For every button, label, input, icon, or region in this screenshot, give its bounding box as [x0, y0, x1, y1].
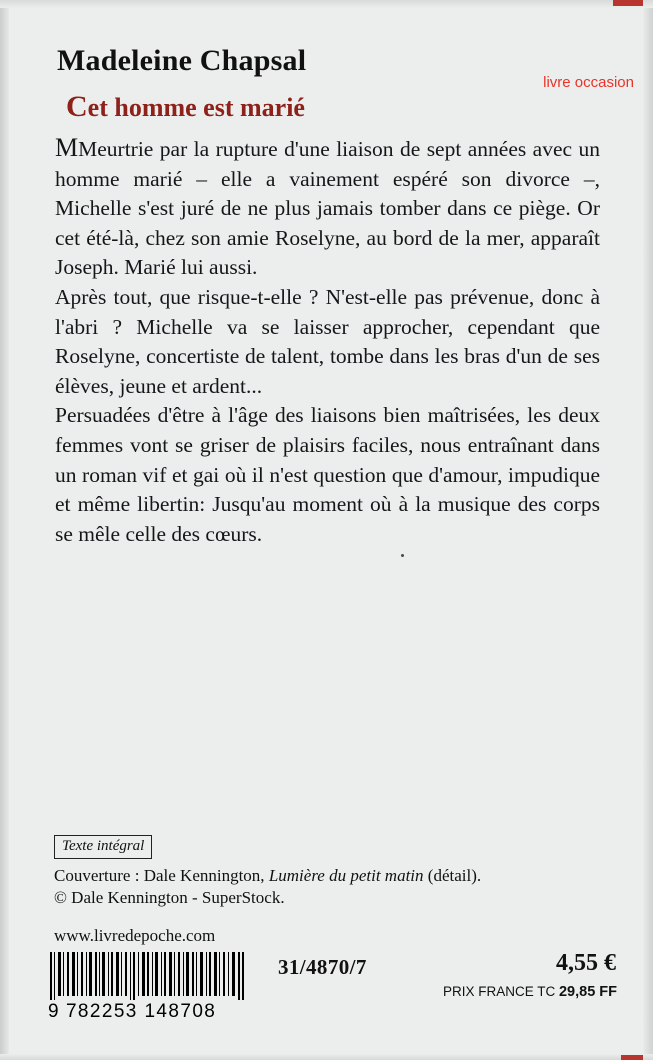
publisher-website: www.livredepoche.com [54, 926, 216, 945]
barcode-main-digits: 782253 148708 [65, 1001, 217, 1022]
spine-color-strip-bottom [621, 1055, 643, 1060]
author-name: Madeleine Chapsal [57, 44, 307, 77]
credits-line-2: © Dale Kennington - SuperStock. [54, 888, 285, 907]
cover-credits [54, 865, 574, 909]
watermark-label: livre occasion [543, 74, 634, 91]
blurb-paragraph-1-text: Meurtrie par la rupture d'une liaison de sept années avec un homme marié – elle a vainement espéré son divorce –, Michelle s'est juré de ne plus jamais tomber dans ce piège. Or cet été-là, chez son amie Roselyne, au bord de la mer, apparaît Joseph. Marié lui aussi. [55, 137, 600, 280]
price-note-value: 29,85 FF [558, 984, 617, 1000]
barcode-image [48, 952, 246, 1000]
page-speck [401, 554, 404, 557]
barcode-lead-digit: 9 [48, 1001, 60, 1022]
barcode [48, 952, 246, 1023]
credits-artwork-title: Lumière du petit matin [268, 866, 424, 885]
credits-line-1 [54, 865, 574, 887]
price-note-label: PRIX FRANCE TC [442, 984, 556, 999]
page-edge-left [0, 0, 9, 1060]
blurb-initial: M [55, 133, 79, 162]
price-value: 4,55 € [556, 950, 616, 976]
title-initial: C [66, 90, 88, 123]
blurb-paragraph-3: Persuadées d'être à l'âge des liaisons bien maîtrisées, les deux femmes vont se griser de plaisirs faciles, nous entraînant dans un roman vif et gai où il n'est question que d'amour, impudique et même libertin: Jusqu'au moment où à la musique des corps se mêle celle des cœurs. [55, 403, 600, 546]
page-edge-right [643, 0, 653, 1060]
barcode-number [48, 1001, 246, 1023]
blurb-text [55, 133, 600, 549]
catalog-reference: 31/4870/7 [278, 955, 367, 979]
blurb-paragraph-1 [55, 133, 600, 283]
title-rest: et homme est marié [87, 93, 305, 122]
spine-color-strip-top [613, 0, 643, 6]
credits-prefix: Couverture : Dale Kennington, [54, 866, 269, 885]
status-badge: Texte intégral [54, 835, 152, 859]
page-edge-bottom [0, 1054, 653, 1060]
credits-suffix: (détail). [423, 866, 482, 885]
blurb-paragraph-2: Après tout, que risque-t-elle ? N'est-elle pas prévenue, donc à l'abri ? Michelle va se laisser approcher, cependant que Roselyne, concertiste de talent, tombe dans les bras d'un de ses élèves, jeune et ardent... [55, 284, 600, 398]
book-title [66, 90, 305, 124]
page-edge-top [0, 0, 653, 8]
price-note [443, 984, 617, 1000]
